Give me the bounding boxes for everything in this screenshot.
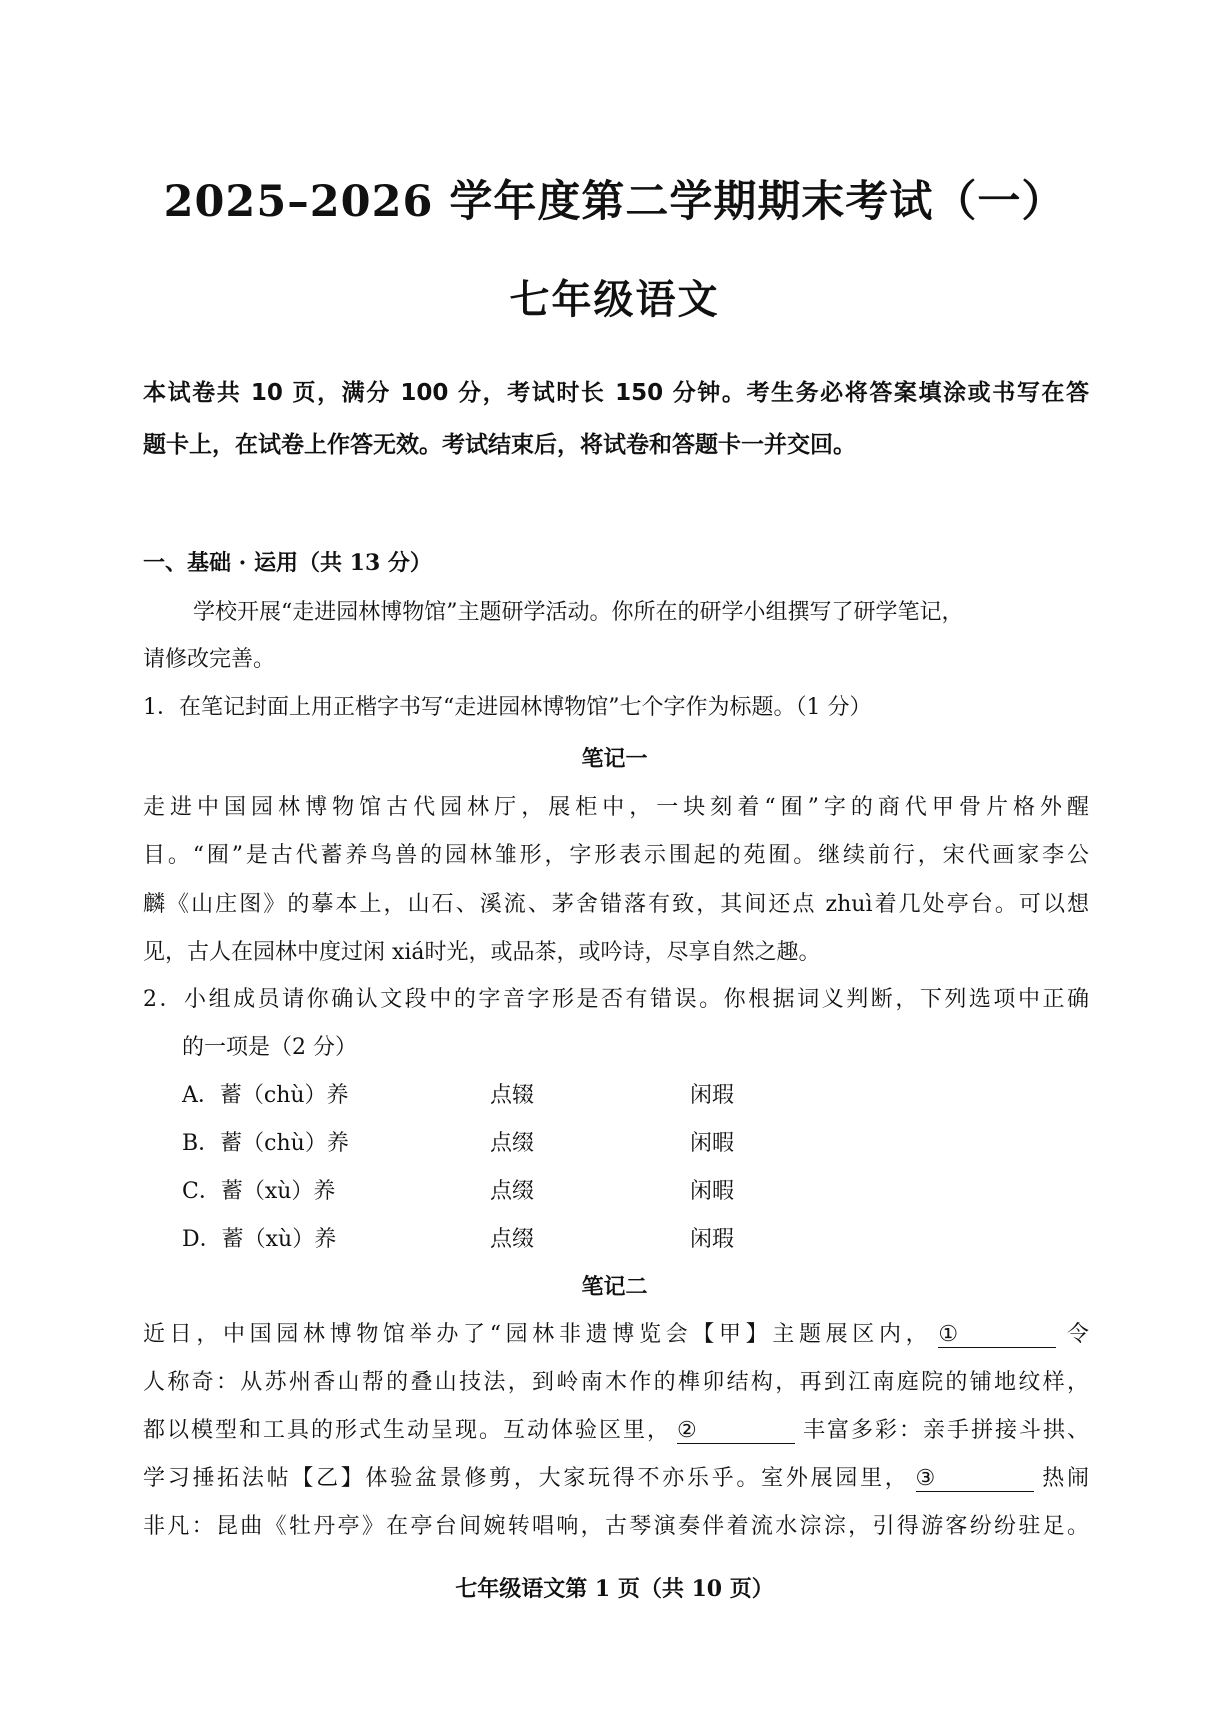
- option-d-word-3: 闲瑕: [690, 1227, 735, 1252]
- note-2-line-1-text-b: 令: [1062, 1322, 1089, 1347]
- instructions-line-2: 题卡上，在试卷上作答无效。考试结束后，将试卷和答题卡一并交回。: [143, 432, 856, 458]
- note-2-line-4-text-a: 学习捶拓法帖【乙】体验盆景修剪，大家玩得不亦乐乎。室外展园里，: [143, 1466, 910, 1491]
- note-1-heading: 笔记一: [581, 747, 648, 772]
- option-a-word-2: 点辍: [490, 1083, 535, 1108]
- exam-title: 2025–2026 学年度第二学期期末考试（一）: [163, 177, 1066, 227]
- note-2-line-3: [143, 1416, 1089, 1446]
- option-d-word-2: 点缀: [490, 1227, 535, 1252]
- option-c-word-3: 闲暇: [690, 1179, 735, 1204]
- exam-subject: 七年级语文: [509, 276, 720, 323]
- option-b-word-2: 点缀: [490, 1131, 535, 1156]
- option-c-label: C．蓄（xù）养: [182, 1179, 336, 1204]
- note-2-line-4-text-b: 热闹: [1039, 1466, 1089, 1491]
- page-footer: 七年级语文第 1 页（共 10 页）: [455, 1576, 774, 1602]
- section-1-intro-1: 学校开展“走进园林博物馆”主题研学活动。你所在的研学小组撰写了研学笔记，: [193, 600, 964, 625]
- option-a-word-3: 闲瑕: [690, 1083, 735, 1108]
- note-1-line-2: 目。“囿”是古代蓄养鸟兽的园林雏形，字形表示围起的苑囿。继续前行，宋代画家李公: [143, 843, 1089, 868]
- instructions-line-1: 本试卷共 10 页，满分 100 分，考试时长 150 分钟。考生务必将答案填涂或书写在答: [143, 380, 1089, 406]
- section-1-intro-2: 请修改完善。: [143, 647, 276, 672]
- note-1-line-1: 走进中国园林博物馆古代园林厅，展柜中，一块刻着“囿”字的商代甲骨片格外醒: [143, 795, 1089, 820]
- note-2-line-4: [143, 1464, 1089, 1494]
- option-b-word-3: 闲暇: [690, 1131, 735, 1156]
- question-2-line-2: 的一项是（2 分）: [182, 1035, 357, 1060]
- blank-1: ①: [938, 1323, 1056, 1348]
- note-2-heading: 笔记二: [581, 1275, 648, 1300]
- note-2-line-1: [143, 1320, 1089, 1350]
- option-b-label: B．蓄（chù）养: [182, 1131, 349, 1156]
- note-2-line-5: 非凡：昆曲《牡丹亭》在亭台间婉转唱响，古琴演奏伴着流水淙淙，引得游客纷纷驻足。: [143, 1514, 1089, 1539]
- note-1-line-4: 见，古人在园林中度过闲 xiá时光，或品茶，或吟诗，尽享自然之趣。: [143, 940, 821, 965]
- note-2-line-2: 人称奇：从苏州香山帮的叠山技法，到岭南木作的榫卯结构，再到江南庭院的铺地纹样，: [143, 1370, 1089, 1395]
- blank-2: ②: [677, 1419, 795, 1444]
- note-2-line-3-text-a: 都以模型和工具的形式生动呈现。互动体验区里，: [143, 1418, 671, 1443]
- option-d-label: D．蓄（xù）养: [182, 1227, 337, 1252]
- question-1: 1．在笔记封面上用正楷字书写“走进园林博物馆”七个字作为标题。（1 分）: [143, 695, 872, 720]
- note-2-line-1-text-a: 近日，中国园林博物馆举办了“园林非遗博览会【甲】主题展区内，: [143, 1322, 933, 1347]
- note-1-line-3: 麟《山庄图》的摹本上，山石、溪流、茅舍错落有致，其间还点 zhuì着几处亭台。可以想: [143, 892, 1089, 917]
- blank-3: ③: [916, 1467, 1034, 1492]
- section-1-heading: 一、基础 · 运用（共 13 分）: [143, 550, 432, 576]
- option-c-word-2: 点缀: [490, 1179, 535, 1204]
- option-a-label: A．蓄（chù）养: [182, 1083, 349, 1108]
- note-2-line-3-text-b: 丰富多彩：亲手拼接斗拱、: [800, 1418, 1089, 1443]
- question-2-line-1: 2．小组成员请你确认文段中的字音字形是否有错误。你根据词义判断，下列选项中正确: [143, 987, 1089, 1012]
